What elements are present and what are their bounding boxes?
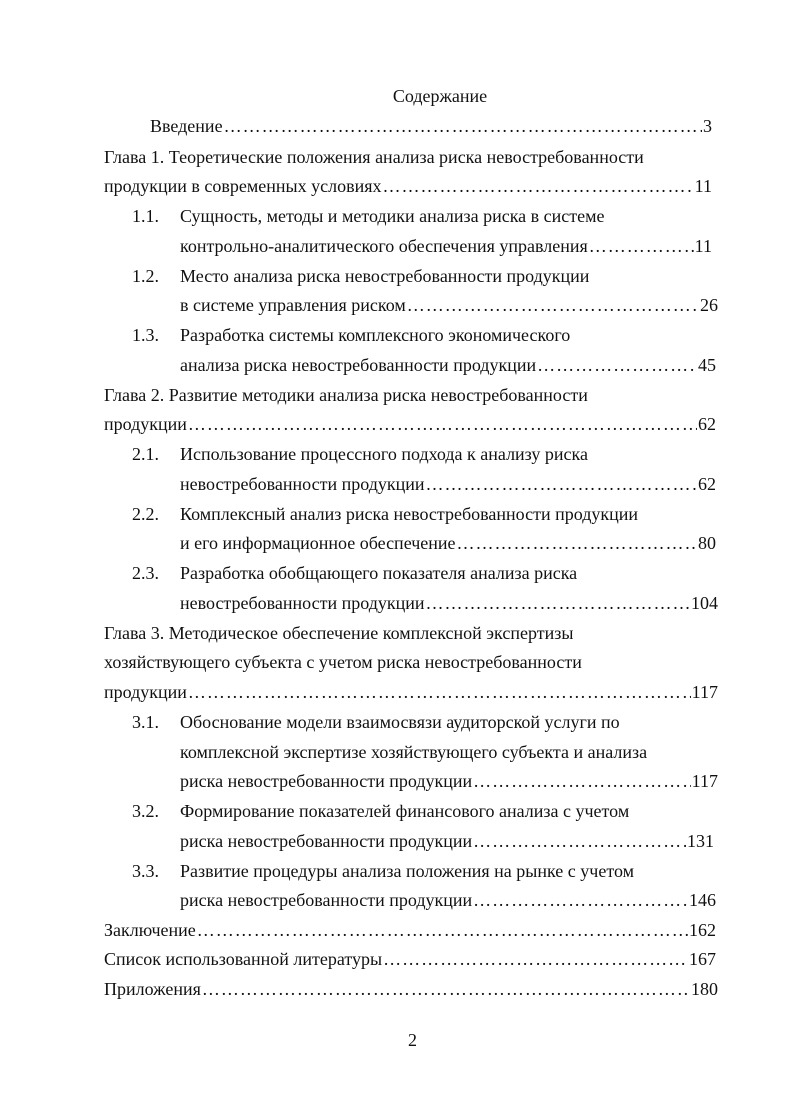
toc-entry-label: риска невостребованности продукции	[180, 771, 473, 791]
toc-leader-dots	[407, 292, 699, 318]
toc-entry-section-1-3	[180, 352, 716, 378]
toc-leader-dots	[197, 917, 688, 943]
toc-section-line: Сущность, методы и методики анализа риска в системе	[180, 206, 605, 226]
toc-leader-dots	[188, 411, 697, 437]
toc-section-line: Комплексный анализ риска невостребованности продукции	[180, 504, 639, 524]
toc-leader-dots	[537, 352, 697, 378]
toc-section-number: 2.3.	[132, 563, 159, 583]
toc-entry-appendices	[104, 976, 718, 1002]
toc-entry-page: 131	[687, 831, 714, 851]
toc-leader-dots	[202, 976, 690, 1002]
toc-chapter3-line1: Глава 3. Методическое обеспечение комплексной экспертизы	[104, 623, 574, 643]
toc-section-number: 1.1.	[132, 206, 159, 226]
toc-entry-label: контрольно-аналитического обеспечения управления	[180, 236, 588, 256]
toc-section-line: Место анализа риска невостребованности продукции	[180, 266, 590, 286]
toc-entry-page: 180	[691, 979, 718, 999]
toc-chapter2-line1: Глава 2. Развитие методики анализа риска невостребованности	[104, 385, 588, 405]
toc-leader-dots	[589, 233, 694, 259]
toc-leader-dots	[383, 173, 694, 199]
toc-entry-page: 117	[691, 682, 718, 702]
toc-entry-page: 62	[698, 474, 716, 494]
toc-leader-dots	[457, 530, 697, 556]
toc-chapter3-line2: хозяйствующего субъекта с учетом риска невостребованности	[104, 652, 582, 672]
toc-entry-page: 26	[700, 295, 718, 315]
toc-entry-page: 104	[691, 593, 718, 613]
toc-entry-label: Введение	[150, 116, 223, 136]
toc-leader-dots	[188, 679, 691, 705]
toc-entry-page: 167	[689, 949, 716, 969]
toc-entry-label: невостребованности продукции	[180, 474, 425, 494]
toc-entry-page: 11	[694, 236, 712, 256]
toc-leader-dots	[383, 946, 688, 972]
toc-entry-page: 45	[698, 355, 716, 375]
toc-entry-label: продукции в современных условиях	[104, 176, 382, 196]
toc-title-text: Содержание	[392, 86, 488, 106]
toc-section-number: 3.3.	[132, 861, 159, 881]
toc-leader-dots	[473, 768, 691, 794]
toc-section-number: 1.2.	[132, 266, 159, 286]
toc-entry-section-2-1	[180, 471, 716, 497]
toc-leader-dots	[426, 590, 690, 616]
toc-entry-section-3-1	[180, 768, 718, 794]
toc-entry-references	[104, 946, 716, 972]
toc-entry-label: риска невостребованности продукции	[180, 890, 473, 910]
toc-title	[0, 83, 792, 109]
toc-leader-dots	[473, 828, 686, 854]
toc-entry-label: риска невостребованности продукции	[180, 831, 473, 851]
toc-section-line: Формирование показателей финансового анализа с учетом	[180, 801, 630, 821]
toc-entry-intro	[150, 113, 712, 139]
toc-entry-label: невостребованности продукции	[180, 593, 425, 613]
toc-entry-label: Приложения	[104, 979, 201, 999]
toc-entry-label: и его информационное обеспечение	[180, 533, 456, 553]
toc-entry-label: Заключение	[104, 920, 196, 940]
toc-leader-dots	[473, 887, 688, 913]
page-number: 2	[408, 1030, 417, 1050]
toc-entry-section-1-2	[180, 292, 718, 318]
toc-entry-chapter3	[104, 679, 718, 705]
toc-entry-section-2-3	[180, 590, 718, 616]
toc-section-line: Развитие процедуры анализа положения на рынке с учетом	[180, 861, 634, 881]
toc-entry-section-3-3	[180, 887, 716, 913]
toc-entry-section-3-2	[180, 828, 714, 854]
toc-section-line: комплексной экспертизе хозяйствующего субъекта и анализа	[180, 742, 648, 762]
toc-entry-label: Список использованной литературы	[104, 949, 383, 969]
toc-entry-page: 117	[691, 771, 718, 791]
toc-section-number: 2.2.	[132, 504, 159, 524]
toc-entry-section-1-1	[180, 233, 712, 259]
toc-entry-page: 62	[698, 414, 716, 434]
toc-entry-label: продукции	[104, 682, 187, 702]
toc-entry-label: продукции	[104, 414, 187, 434]
toc-leader-dots	[426, 471, 697, 497]
toc-entry-label: анализа риска невостребованности продукции	[180, 355, 537, 375]
toc-section-number: 3.2.	[132, 801, 159, 821]
toc-leader-dots	[224, 113, 702, 139]
toc-section-number: 1.3.	[132, 325, 159, 345]
toc-entry-chapter2	[104, 411, 716, 437]
toc-section-number: 2.1.	[132, 444, 159, 464]
toc-entry-page: 146	[689, 890, 716, 910]
toc-entry-chapter1	[104, 173, 712, 199]
toc-chapter1-line1: Глава 1. Теоретические положения анализа риска невостребованности	[104, 147, 644, 167]
toc-entry-section-2-2	[180, 530, 716, 556]
toc-entry-page: 11	[694, 176, 712, 196]
toc-section-number: 3.1.	[132, 712, 159, 732]
toc-entry-page: 80	[698, 533, 716, 553]
toc-section-line: Использование процессного подхода к анализу риска	[180, 444, 588, 464]
toc-entry-label: в системе управления риском	[180, 295, 406, 315]
toc-section-line: Обоснование модели взаимосвязи аудиторской услуги по	[180, 712, 620, 732]
toc-entry-page: 3	[703, 116, 712, 136]
toc-section-line: Разработка обобщающего показателя анализа риска	[180, 563, 578, 583]
toc-entry-page: 162	[689, 920, 716, 940]
toc-section-line: Разработка системы комплексного экономического	[180, 325, 571, 345]
toc-entry-conclusion	[104, 917, 716, 943]
